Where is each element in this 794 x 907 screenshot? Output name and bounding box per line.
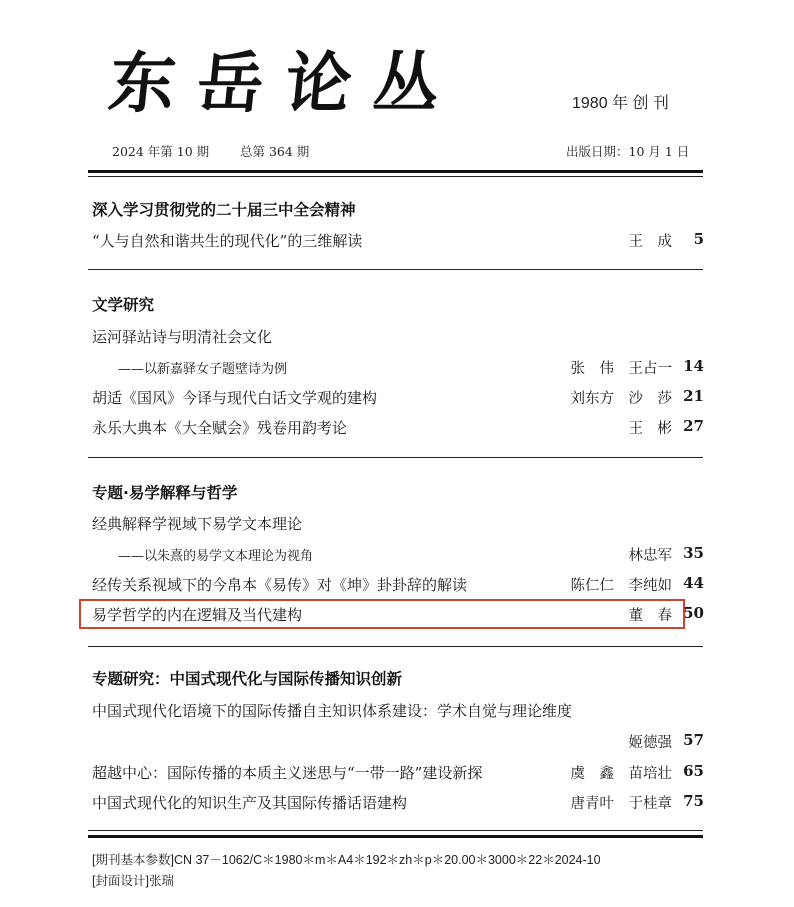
toc-entry[interactable] bbox=[92, 700, 704, 722]
article-authors: 陈仁仁 李纯如 bbox=[570, 578, 672, 594]
page-number: 27 bbox=[683, 417, 704, 435]
header-rule-thin bbox=[88, 176, 703, 177]
page-number: 44 bbox=[683, 574, 704, 592]
page-number: 14 bbox=[683, 357, 704, 375]
article-title: 超越中心：国际传播的本质主义迷思与“一带一路”建设新探 bbox=[92, 764, 483, 782]
toc-entry[interactable] bbox=[92, 230, 704, 252]
section-title: 深入学习贯彻党的二十届三中全会精神 bbox=[92, 201, 356, 219]
header-rule bbox=[88, 170, 703, 173]
article-subtitle: ——以新嘉驿女子题壁诗为例 bbox=[118, 362, 288, 377]
article-subtitle: ——以朱熹的易学文本理论为视角 bbox=[118, 549, 314, 564]
article-title: 中国式现代化语境下的国际传播自主知识体系建设：学术自觉与理论维度 bbox=[92, 702, 573, 720]
toc-entry-continuation[interactable] bbox=[92, 731, 704, 753]
toc-entry[interactable] bbox=[92, 574, 704, 596]
article-title: 中国式现代化的知识生产及其国际传播话语建构 bbox=[92, 794, 408, 812]
article-authors: 王 彬 bbox=[628, 421, 672, 437]
section-title: 专题研究：中国式现代化与国际传播知识创新 bbox=[92, 670, 403, 688]
page-number: 50 bbox=[683, 604, 704, 622]
section-divider bbox=[88, 269, 703, 270]
toc-entry-subtitle[interactable] bbox=[92, 357, 704, 379]
toc-entry[interactable] bbox=[92, 513, 704, 535]
toc-entry[interactable] bbox=[92, 762, 704, 784]
toc-entry[interactable] bbox=[92, 326, 704, 348]
article-title: 经典解释学视域下易学文本理论 bbox=[92, 515, 303, 533]
page-number: 35 bbox=[683, 544, 704, 562]
article-authors: 董 春 bbox=[628, 608, 672, 624]
section-divider bbox=[88, 646, 703, 647]
page-number: 21 bbox=[683, 387, 704, 405]
journal-parameters: [期刊基本参数]CN 37－1062/C＊1980＊m＊A4＊192＊zh＊p＊20.00＊3000＊22＊2024-10 bbox=[92, 853, 601, 867]
article-authors: 姬德强 bbox=[628, 735, 672, 751]
total-issue-number: 总第 364 期 bbox=[240, 144, 310, 159]
toc-entry[interactable] bbox=[92, 387, 704, 409]
article-authors: 唐青叶 于桂章 bbox=[570, 796, 672, 812]
article-authors: 张 伟 王占一 bbox=[570, 361, 672, 377]
page-number: 5 bbox=[693, 230, 704, 248]
article-title: 经传关系视域下的今帛本《易传》对《坤》卦卦辞的解读 bbox=[92, 576, 468, 594]
issue-number: 2024 年第 10 期 bbox=[112, 144, 210, 159]
article-authors: 虞 鑫 苗培壮 bbox=[570, 766, 672, 782]
cover-design-credit: [封面设计]张瑞 bbox=[92, 874, 174, 888]
publish-date: 出版日期：10 月 1 日 bbox=[566, 144, 690, 159]
founded-year: 1980 年 创 刊 bbox=[572, 95, 669, 112]
footer-rule bbox=[88, 835, 703, 838]
section-title: 文学研究 bbox=[92, 296, 155, 314]
page-number: 75 bbox=[683, 792, 704, 810]
highlight-box bbox=[79, 599, 685, 629]
page-number: 65 bbox=[683, 762, 704, 780]
article-title: 易学哲学的内在逻辑及当代建构 bbox=[92, 606, 303, 624]
page-number: 57 bbox=[683, 731, 704, 749]
toc-entry-subtitle[interactable] bbox=[92, 544, 704, 566]
section-divider bbox=[88, 457, 703, 458]
toc-entry[interactable] bbox=[92, 792, 704, 814]
article-title: 胡适《国风》今译与现代白话文学观的建构 bbox=[92, 389, 378, 407]
article-authors: 王 成 bbox=[628, 234, 672, 250]
article-title: 运河驿站诗与明清社会文化 bbox=[92, 328, 273, 346]
toc-entry[interactable] bbox=[92, 417, 704, 439]
footer-rule-thin bbox=[88, 830, 703, 831]
article-title: “人与自然和谐共生的现代化”的三维解读 bbox=[92, 232, 363, 250]
section-title: 专题·易学解释与哲学 bbox=[92, 484, 238, 502]
article-authors: 林忠军 bbox=[628, 548, 672, 564]
journal-masthead: 东岳论丛 bbox=[105, 44, 466, 122]
article-authors: 刘东方 沙 莎 bbox=[570, 391, 672, 407]
article-title: 永乐大典本《大全赋会》残卷用韵考论 bbox=[92, 419, 348, 437]
